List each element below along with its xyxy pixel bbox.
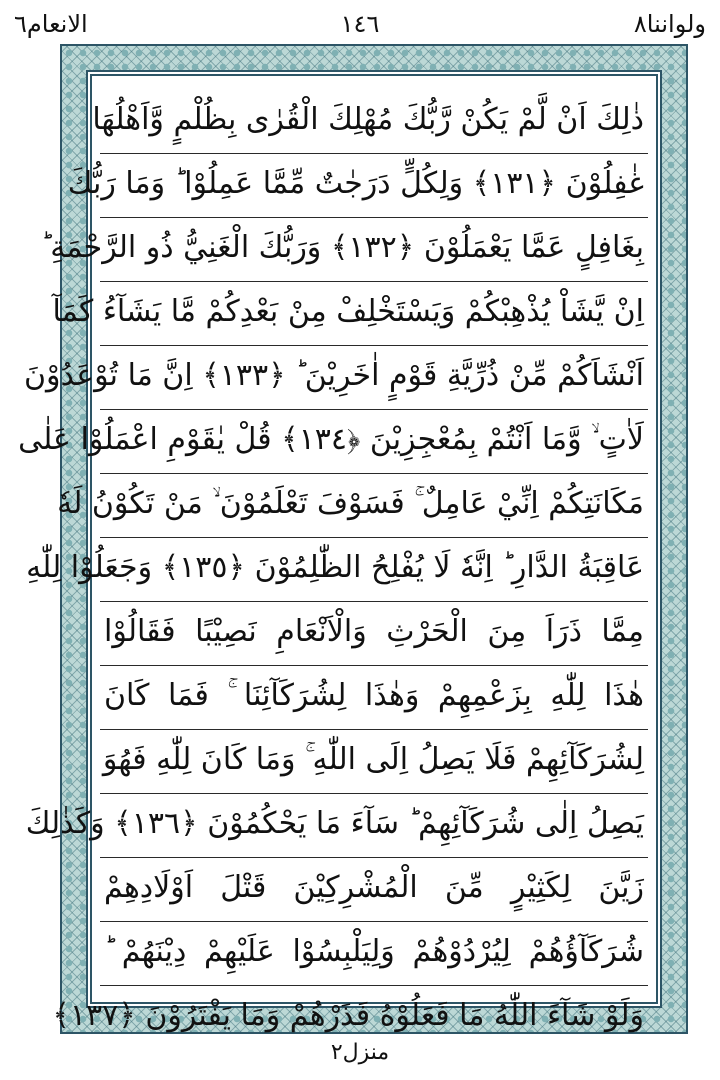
text-line-8: عَاقِبَةُ الدَّارِ ؕ اِنَّهٗ لَا يُفْلِحُ الظّٰلِمُوْنَ ﴿١٣٥﴾ وَجَعَلُوْا لِلّٰهِ <box>100 538 648 602</box>
juz-name: ولواننا٨ <box>633 10 706 38</box>
ornamental-border <box>18 44 688 1034</box>
text-line-2: غٰفِلُوْنَ ﴿١٣١﴾ وَلِكُلٍّ دَرَجٰتٌ مِّمَّا عَمِلُوْا ؕ وَمَا رَبُّكَ <box>100 154 648 218</box>
text-line-7: مَكَانَتِكُمْ اِنِّيْ عَامِلٌ ۚ فَسَوْفَ تَعْلَمُوْنَ ۙ مَنْ تَكُوْنُ لَهٗ <box>100 474 648 538</box>
page-header <box>0 6 720 46</box>
text-line-12: يَصِلُ اِلٰى شُرَكَآئِهِمْ ؕ سَآءَ مَا يَحْكُمُوْنَ ﴿١٣٦﴾ وَكَذٰلِكَ <box>100 794 648 858</box>
text-line-15: وَلَوْ شَآءَ اللّٰهُ مَا فَعَلُوْهُ فَذَرْهُمْ وَمَا يَفْتَرُوْنَ ﴿١٣٧﴾ <box>52 998 644 1033</box>
text-line-11: لِشُرَكَآئِهِمْ فَلَا يَصِلُ اِلَى اللّٰهِ ۚ وَمَا كَانَ لِلّٰهِ فَهُوَ <box>100 730 648 794</box>
surah-name: الانعام٦ <box>14 10 88 38</box>
text-line-13: زَيَّنَ لِكَثِيْرٍ مِّنَ الْمُشْرِكِيْنَ قَتْلَ اَوْلَادِهِمْ <box>100 858 648 922</box>
text-line-14: شُرَكَآؤُهُمْ لِيُرْدُوْهُمْ وَلِيَلْبِسُوْا عَلَيْهِمْ دِيْنَهُمْ ؕ <box>100 922 648 986</box>
text-line-10: هٰذَا لِلّٰهِ بِزَعْمِهِمْ وَهٰذَا لِشُرَكَآئِنَا ۚ فَمَا كَانَ <box>100 666 648 730</box>
text-line-9: مِمَّا ذَرَاَ مِنَ الْحَرْثِ وَالْاَنْعَامِ نَصِيْبًا فَقَالُوْا <box>100 602 648 666</box>
manzil-marker: منزل٢ <box>330 1040 390 1065</box>
text-panel <box>18 74 658 1033</box>
page-number: ١٤٦ <box>340 10 380 38</box>
text-line-3: بِغَافِلٍ عَمَّا يَعْمَلُوْنَ ﴿١٣٢﴾ وَرَبُّكَ الْغَنِيُّ ذُو الرَّحْمَةِ ؕ <box>100 218 648 282</box>
text-line-6: لَاٰتٍ ۙ وَّمَا اَنْتُمْ بِمُعْجِزِيْنَ ﴿١٣٤﴾ قُلْ يٰقَوْمِ اعْمَلُوْا عَلٰى <box>100 410 648 474</box>
text-line-5: اَنْشَاَكُمْ مِّنْ ذُرِّيَّةِ قَوْمٍ اٰخَرِيْنَ ؕ ﴿١٣٣﴾ اِنَّ مَا تُوْعَدُوْنَ <box>100 346 648 410</box>
text-line-4: اِنْ يَّشَاْ يُذْهِبْكُمْ وَيَسْتَخْلِفْ مِنْ بَعْدِكُمْ مَّا يَشَآءُ كَمَآ <box>100 282 648 346</box>
text-line-1: ذٰلِكَ اَنْ لَّمْ يَكُنْ رَّبُّكَ مُهْلِكَ الْقُرٰى بِظُلْمٍ وَّاَهْلُهَا <box>100 90 648 154</box>
verse-lines <box>18 90 648 1033</box>
